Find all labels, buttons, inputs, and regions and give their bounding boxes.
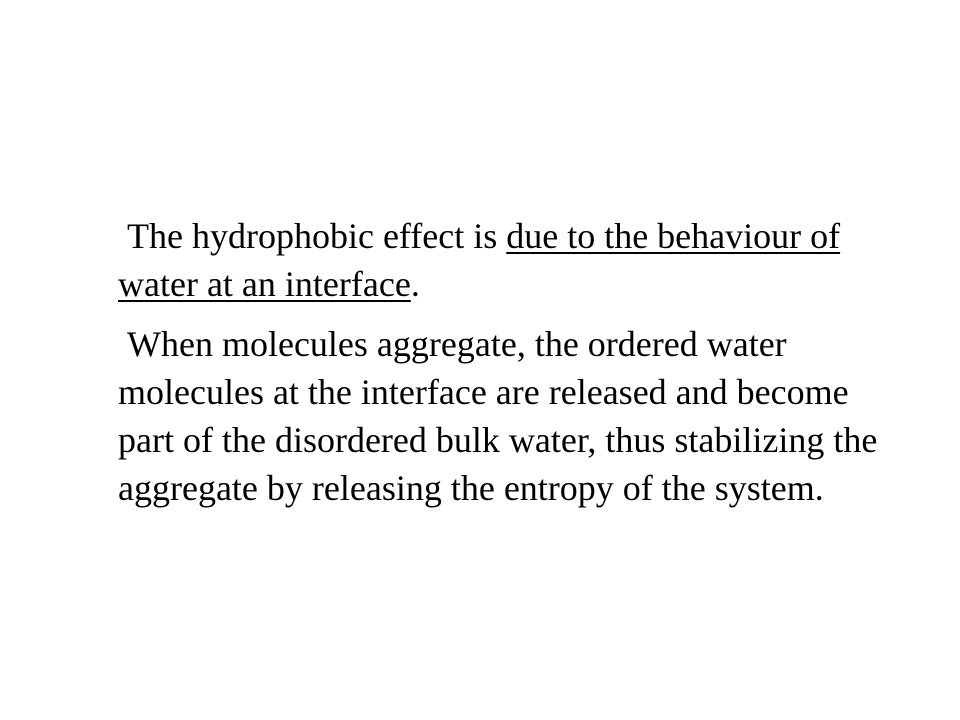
paragraph-1-underlined-phrase: due to the behaviour of water at an interface [118, 216, 841, 304]
paragraph-1-period: . [410, 264, 420, 304]
paragraph-hydrophobic-effect [118, 212, 888, 308]
slide-body [118, 212, 888, 512]
paragraph-aggregation: When molecules aggregate, the ordered water molecules at the interface are released and become part of the disordered bulk water, thus stabilizing the aggregate by releasing the entropy of the system. [118, 324, 878, 508]
paragraph-1-lead: The hydrophobic effect is [127, 216, 507, 256]
